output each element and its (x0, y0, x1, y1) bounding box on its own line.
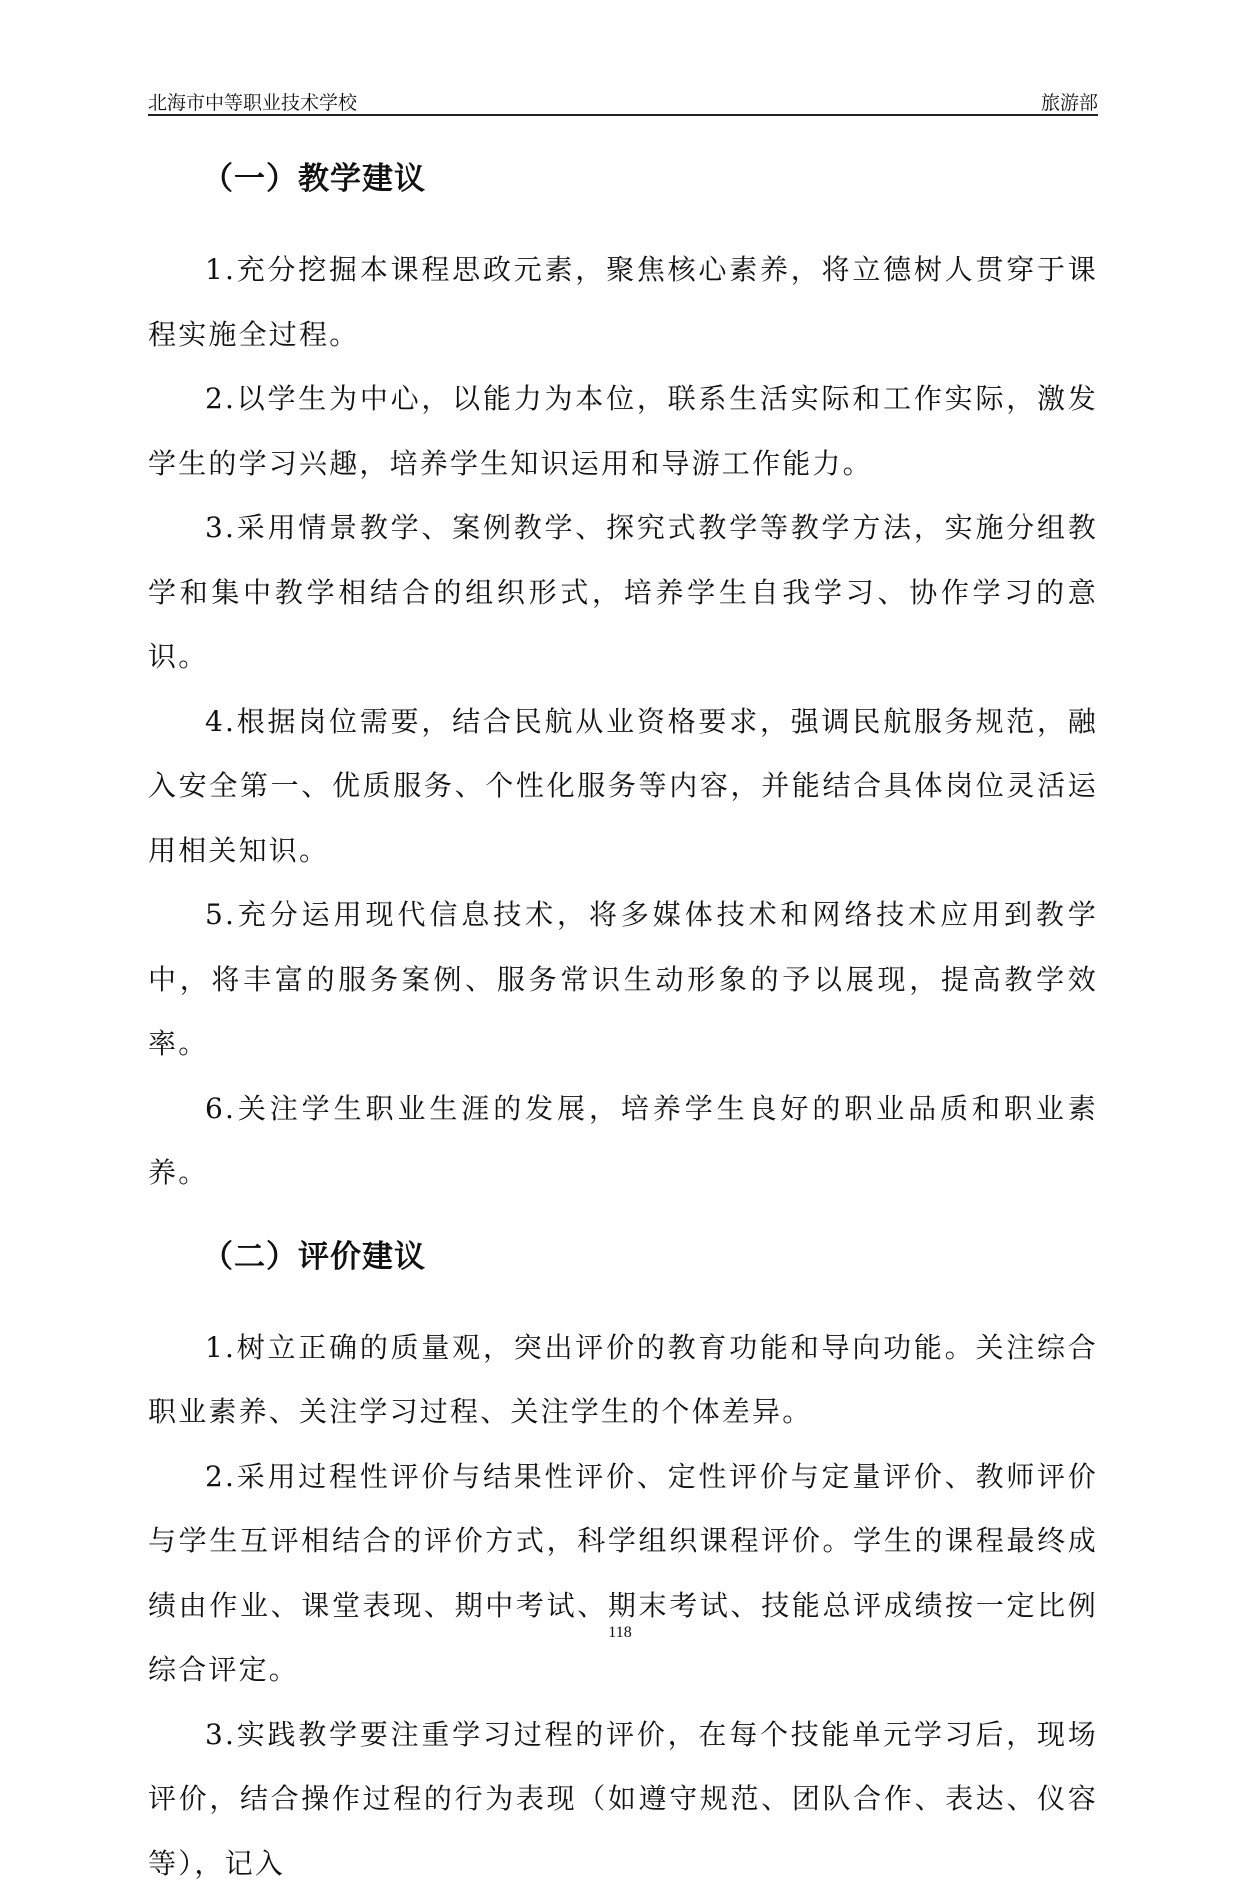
page-header (148, 86, 1098, 116)
teaching-paragraph: 3.采用情景教学、案例教学、探究式教学等教学方法，实施分组教学和集中教学相结合的组织形式，培养学生自我学习、协作学习的意识。 (148, 496, 1098, 690)
teaching-paragraph: 6.关注学生职业生涯的发展，培养学生良好的职业品质和职业素养。 (148, 1077, 1098, 1206)
evaluation-paragraph: 1.树立正确的质量观，突出评价的教育功能和导向功能。关注综合职业素养、关注学习过程、关注学生的个体差异。 (148, 1316, 1098, 1445)
section-title-teaching: （一）教学建议 (202, 150, 1098, 208)
teaching-paragraph: 2.以学生为中心，以能力为本位，联系生活实际和工作实际，激发学生的学习兴趣，培养学生知识运用和导游工作能力。 (148, 367, 1098, 496)
teaching-paragraph: 1.充分挖掘本课程思政元素，聚焦核心素养，将立德树人贯穿于课程实施全过程。 (148, 238, 1098, 367)
department-name: 旅游部 (1041, 88, 1098, 115)
evaluation-paragraph: 2.采用过程性评价与结果性评价、定性评价与定量评价、教师评价与学生互评相结合的评价方式，科学组织课程评价。学生的课程最终成绩由作业、课堂表现、期中考试、期末考试、技能总评成绩按一定比例综合评定。 (148, 1445, 1098, 1703)
teaching-paragraph: 4.根据岗位需要，结合民航从业资格要求，强调民航服务规范，融入安全第一、优质服务、个性化服务等内容，并能结合具体岗位灵活运用相关知识。 (148, 690, 1098, 884)
page-number: 118 (0, 1624, 1240, 1642)
teaching-paragraph: 5.充分运用现代信息技术，将多媒体技术和网络技术应用到教学中，将丰富的服务案例、服务常识生动形象的予以展现，提高教学效率。 (148, 883, 1098, 1077)
section-title-evaluation: （二）评价建议 (202, 1228, 1098, 1286)
header-divider (148, 114, 1098, 116)
evaluation-paragraph: 3.实践教学要注重学习过程的评价，在每个技能单元学习后，现场评价，结合操作过程的行为表现（如遵守规范、团队合作、表达、仪容等），记入 (148, 1703, 1098, 1896)
school-name: 北海市中等职业技术学校 (148, 88, 357, 115)
